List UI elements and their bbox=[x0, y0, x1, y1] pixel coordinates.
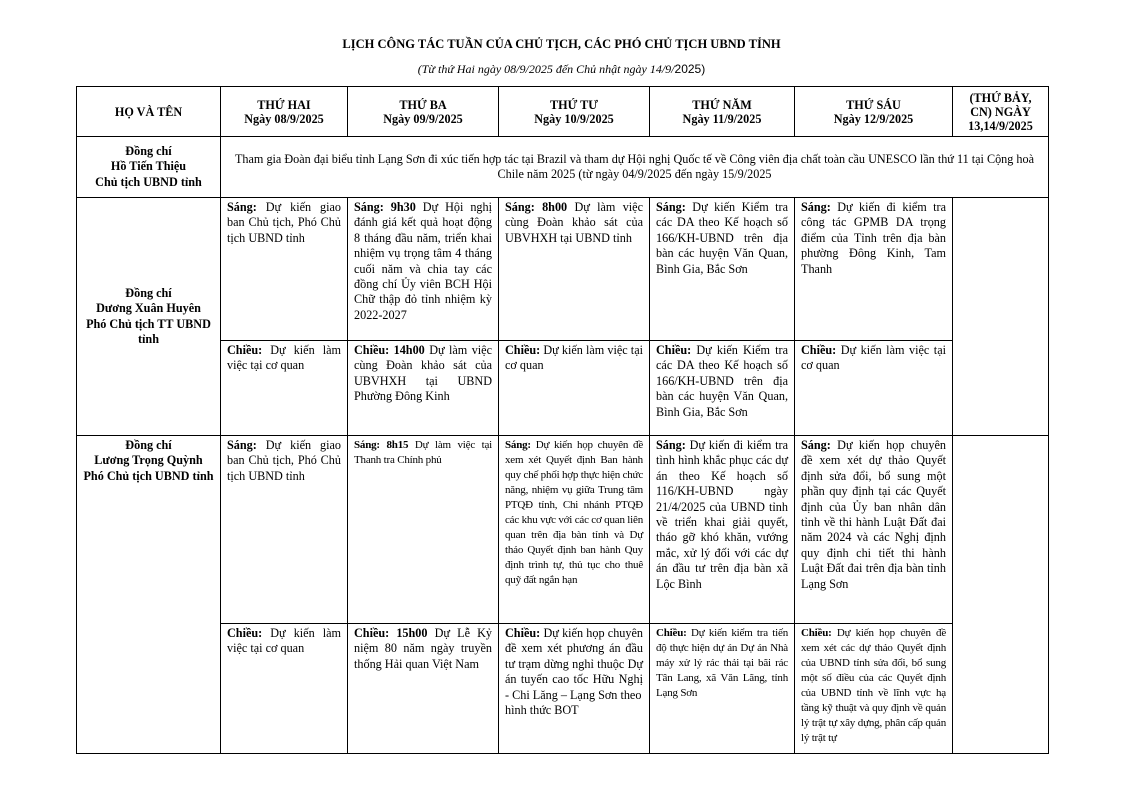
header-thursday bbox=[650, 87, 795, 137]
person-name-vice-chairman-1 bbox=[77, 198, 221, 436]
person-position: Chủ tịch UBND tỉnh bbox=[95, 174, 202, 189]
session-text: Dự kiến họp chuyên đề xem xét phương án đầu tư trạm dừng nghỉ thuộc Dự án tuyến cao tốc Hữu Nghị - Chi Lăng – Lạng Sơn theo bbox=[505, 626, 643, 702]
schedule-row-vp2-afternoon bbox=[77, 624, 1049, 754]
vp1-mon-morning bbox=[221, 198, 348, 341]
header-wednesday bbox=[499, 87, 650, 137]
vp2-wed-afternoon bbox=[499, 624, 650, 754]
vp2-mon-afternoon bbox=[221, 624, 348, 754]
session-label: Sáng: 8h15 bbox=[354, 439, 409, 451]
chairman-week-note: Tham gia Đoàn đại biểu tỉnh Lạng Sơn đi xúc tiến hợp tác tại Brazil và tham dự Hội nghị Quốc tế về Công viên địa chất toàn cầu UNESCO lần thứ 11 tại Cộng hoà Chile năm 2025 (từ ngày 04/9/2025 đến ngày 15/9/2025 bbox=[221, 137, 1049, 198]
vp1-fri-morning bbox=[795, 198, 953, 341]
vp2-fri-morning bbox=[795, 436, 953, 624]
session-label: Chiều: 15h00 bbox=[354, 626, 428, 640]
vp1-thu-afternoon bbox=[650, 341, 795, 436]
header-thursday-date: Ngày 11/9/2025 bbox=[682, 111, 762, 126]
session-text: Dự làm việc cùng Đoàn khảo sát của UBVHXH tại UBND tỉnh bbox=[505, 200, 643, 245]
page-subtitle bbox=[0, 62, 1123, 77]
session-label: Sáng: 9h30 bbox=[354, 200, 416, 214]
header-tuesday-day: THỨ BA bbox=[399, 97, 447, 112]
header-weekend-line2: CN) NGÀY bbox=[970, 104, 1031, 119]
vp2-wed-morning bbox=[499, 436, 650, 624]
session-label: Chiều: bbox=[227, 343, 263, 357]
vp1-fri-afternoon bbox=[795, 341, 953, 436]
session-text: Dự kiến kiểm tra tiến độ thực hiện dự án Dự án Nhà máy xử lý rác thải tại bãi rác Tân Lang, xã Văn Lãng, tỉnh Lạng Sơn bbox=[656, 627, 788, 699]
schedule-row-vp1-morning bbox=[77, 198, 1049, 341]
person-fullname: Hồ Tiến Thiệu bbox=[110, 159, 187, 174]
header-weekend-line3: 13,14/9/2025 bbox=[968, 118, 1033, 133]
session-text-continued: hình thức BOT bbox=[505, 703, 579, 718]
session-label: Sáng: bbox=[227, 200, 257, 214]
session-label: Chiều: bbox=[505, 343, 541, 357]
session-text: Dự kiến làm việc tại cơ quan bbox=[505, 343, 643, 373]
session-text: Dự kiến giao ban Chủ tịch, Phó Chủ tịch UBND tỉnh bbox=[227, 438, 341, 483]
vp2-fri-afternoon bbox=[795, 624, 953, 754]
header-wednesday-day: THỨ TƯ bbox=[550, 97, 598, 112]
session-label: Sáng: bbox=[505, 439, 531, 451]
vp1-mon-afternoon bbox=[221, 341, 348, 436]
header-name: HỌ VÀ TÊN bbox=[77, 87, 221, 137]
person-row-chairman bbox=[77, 137, 1049, 198]
header-thursday-day: THỨ NĂM bbox=[692, 97, 752, 112]
header-wednesday-date: Ngày 10/9/2025 bbox=[534, 111, 614, 126]
session-text: Dự kiến đi kiểm tra công tác GPMB DA trọng điểm của Tỉnh trên địa bàn phường Đông Kinh, Tam Thanh bbox=[801, 200, 946, 276]
header-weekend-line1: (THỨ BẢY, bbox=[969, 90, 1032, 105]
header-tuesday bbox=[348, 87, 499, 137]
session-label: Chiều: bbox=[801, 343, 837, 357]
vp2-thu-afternoon bbox=[650, 624, 795, 754]
header-monday-day: THỨ HAI bbox=[257, 97, 311, 112]
vp1-tue-morning bbox=[348, 198, 499, 341]
session-label: Chiều: bbox=[656, 627, 687, 639]
person-name-vice-chairman-2 bbox=[77, 436, 221, 754]
session-label: Chiều: bbox=[227, 626, 263, 640]
person-title: Đồng chí bbox=[125, 438, 172, 452]
session-text: Dự kiến Kiểm tra các DA theo Kế hoạch số 166/KH-UBND trên địa bàn các huyện Văn Quan, Bình Gia, Bắc Sơn bbox=[656, 343, 788, 419]
session-label: Sáng: bbox=[227, 438, 257, 452]
session-text: Dự kiến họp chuyên đề xem xét các dự thảo Quyết định của UBND tỉnh sửa đổi, bổ sung một số điều của các Quyết định của UBND tỉnh về lĩnh vực hạ tầng kỹ thuật và quy định về quản lý trật tự xây dựng, phân cấp quản lý trật tự bbox=[801, 627, 946, 744]
session-text: Dự kiến làm việc tại cơ quan bbox=[227, 343, 341, 373]
person-fullname: Lương Trọng Quỳnh bbox=[94, 453, 203, 468]
schedule-row-vp1-afternoon bbox=[77, 341, 1049, 436]
vp1-wed-morning bbox=[499, 198, 650, 341]
header-friday bbox=[795, 87, 953, 137]
person-title: Đồng chí bbox=[125, 285, 172, 300]
session-label: Sáng: 8h00 bbox=[505, 200, 568, 214]
header-monday bbox=[221, 87, 348, 137]
header-monday-date: Ngày 08/9/2025 bbox=[244, 111, 324, 126]
person-position: Phó Chủ tịch UBND tỉnh bbox=[83, 468, 214, 483]
session-text: Dự kiến làm việc tại cơ quan bbox=[801, 343, 946, 373]
person-name-chairman bbox=[77, 137, 221, 198]
vp2-weekend bbox=[953, 436, 1049, 754]
session-label: Chiều: bbox=[801, 627, 832, 639]
subtitle-year: 2025) bbox=[674, 62, 706, 76]
session-label: Chiều: 14h00 bbox=[354, 343, 425, 357]
vp2-thu-morning bbox=[650, 436, 795, 624]
session-text: Dự Lễ Kỷ niệm 80 năm ngày truyền thống Hải quan Việt Nam bbox=[354, 626, 492, 671]
schedule-table bbox=[76, 86, 1049, 754]
vp1-thu-morning bbox=[650, 198, 795, 341]
session-label: Chiều: bbox=[505, 626, 541, 640]
schedule-row-vp2-morning bbox=[77, 436, 1049, 624]
session-label: Sáng: bbox=[801, 200, 831, 214]
header-friday-date: Ngày 12/9/2025 bbox=[833, 111, 914, 126]
session-label: Chiều: bbox=[656, 343, 692, 357]
session-label: Sáng: bbox=[801, 438, 831, 452]
vp2-mon-morning bbox=[221, 436, 348, 624]
person-title: Đồng chí bbox=[125, 143, 172, 158]
subtitle-date-range: (Từ thứ Hai ngày 08/9/2025 đến Chủ nhật ngày 14/9/ bbox=[417, 62, 675, 76]
session-text: Dự Hội nghị đánh giá kết quả hoạt động 8 tháng đầu năm, triển khai nhiệm vụ trọng tâm 4 tháng cuối năm và chia tay các đồng chí Ủy viên BCH Hội Chữ thập đỏ tỉnh nhiệm kỳ 2022-2027 bbox=[354, 200, 492, 322]
vp2-tue-morning bbox=[348, 436, 499, 624]
session-text: Dự kiến đi kiểm tra tình hình khắc phục các dự án theo Kế hoạch số 116/KH-UBND ngày 21/4/2025 của UBND tỉnh về triển khai giải quyết, tháo gỡ khó khăn, vướng mắc, xử lý đối với các dự án đầu tư trên địa bàn xã Lộc Bình bbox=[656, 438, 788, 591]
vp1-wed-afternoon bbox=[499, 341, 650, 436]
header-tuesday-date: Ngày 09/9/2025 bbox=[383, 111, 463, 126]
session-text: Dự làm việc cùng Đoàn khảo sát của UBVHXH tại UBND Phường Đông Kinh bbox=[354, 343, 492, 404]
vp1-tue-afternoon bbox=[348, 341, 499, 436]
person-position: Phó Chủ tịch TT UBND tỉnh bbox=[86, 316, 211, 346]
session-label: Sáng: bbox=[656, 200, 686, 214]
session-text: Dự kiến làm việc tại cơ quan bbox=[227, 626, 341, 656]
header-weekend bbox=[953, 87, 1049, 137]
page-title: LỊCH CÔNG TÁC TUẦN CỦA CHỦ TỊCH, CÁC PHÓ CHỦ TỊCH UBND TỈNH bbox=[342, 37, 781, 51]
header-friday-day: THỨ SÁU bbox=[846, 97, 901, 112]
session-text: Dự kiến giao ban Chủ tịch, Phó Chủ tịch UBND tỉnh bbox=[227, 200, 341, 245]
session-text: Dự kiến họp chuyên đề xem xét Quyết định Ban hành quy chế phối hợp thực hiện chức năng, nhiệm vụ giữa Trung tâm PTQĐ tỉnh, Chi nhánh PTQĐ các khu vực với các cơ quan liên quan trên địa bàn tỉnh và Dự thảo Quyết định ban hành Quy định trình tự, thủ tục cho thuê quỹ đất ngắn hạn bbox=[505, 439, 644, 586]
session-text: Dự kiến Kiểm tra các DA theo Kế hoạch số 166/KH-UBND trên địa bàn các huyện Văn Quan, Bình Gia, Bắc Sơn bbox=[656, 200, 788, 276]
session-text: Dự làm việc tại Thanh tra Chính phủ bbox=[354, 439, 492, 466]
vp2-tue-afternoon bbox=[348, 624, 499, 754]
header-row bbox=[77, 87, 1049, 137]
session-text: Dự kiến họp chuyên đề xem xét dự thảo Quyết định sửa đổi, bổ sung một phần quy định tại các Quyết định của Ủy ban nhân dân tỉnh về thi hành Luật Đất đai năm 2024 và các Nghị định quy định chi tiết thi hành Luật Đất đai trên địa bàn tỉnh Lạng Sơn bbox=[801, 438, 946, 591]
person-fullname: Dương Xuân Huyên bbox=[96, 301, 201, 316]
vp1-weekend bbox=[953, 198, 1049, 436]
session-label: Sáng: bbox=[656, 438, 686, 452]
